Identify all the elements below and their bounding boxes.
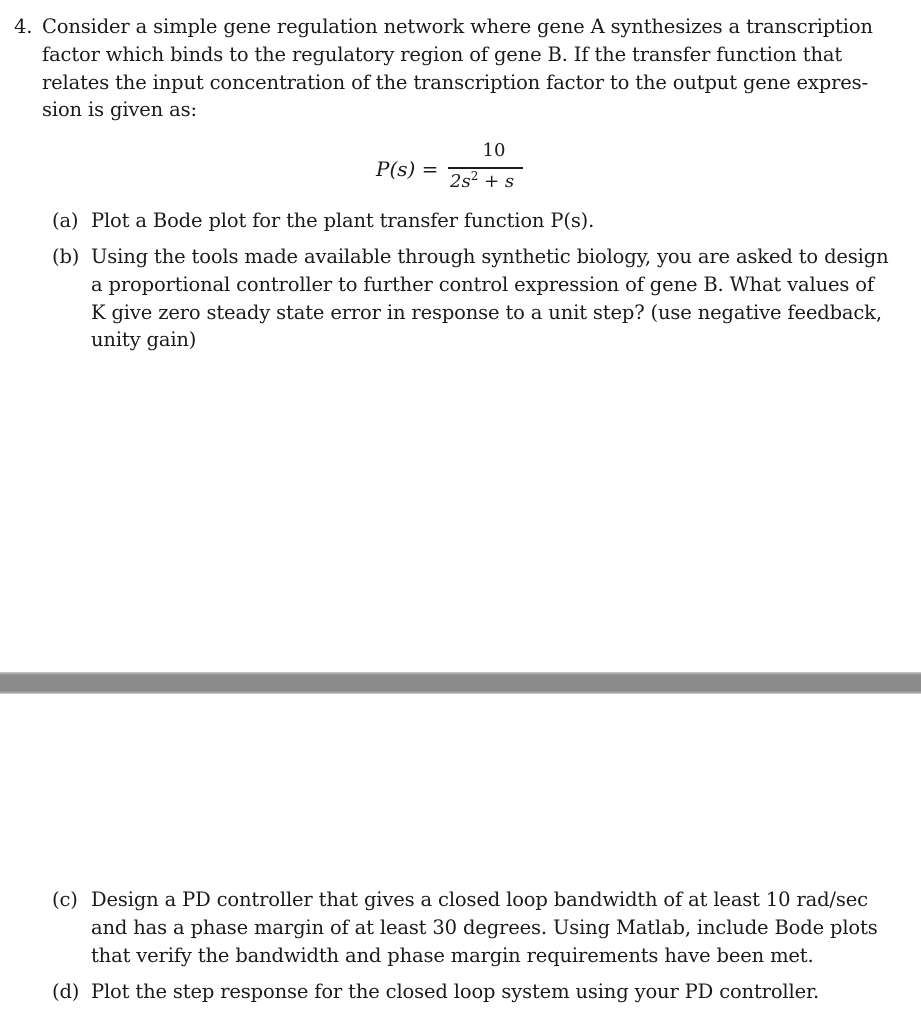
part-a-label: (a) <box>52 209 79 232</box>
part-b-line-4: unity gain) <box>91 328 197 351</box>
page-bottom <box>0 694 921 1024</box>
formula-denominator <box>450 171 514 193</box>
part-b-label: (b) <box>52 245 80 268</box>
part-c-line-3: that verify the bandwidth and phase margin requirements have been met. <box>91 944 814 967</box>
question-number: 4. <box>14 15 33 38</box>
part-d-line-1: Plot the step response for the closed loop system using your PD controller. <box>91 980 820 1003</box>
intro-line-1: Consider a simple gene regulation network where gene A synthesizes a transcription <box>42 15 873 38</box>
page-divider <box>0 672 921 694</box>
denominator-rest: + s <box>478 171 515 192</box>
part-b-line-2: a proportional controller to further control expression of gene B. What values of <box>91 273 874 296</box>
part-b-line-3: K give zero steady state error in response to a unit step? (use negative feedback, <box>91 301 882 324</box>
formula-lhs: P(s) = <box>376 157 439 181</box>
part-a-line-1: Plot a Bode plot for the plant transfer function P(s). <box>91 209 595 232</box>
denominator-exponent: 2 <box>470 169 479 183</box>
part-d-label: (d) <box>52 980 80 1003</box>
part-c-label: (c) <box>52 888 78 911</box>
intro-line-2: factor which binds to the regulatory region of gene B. If the transfer function that <box>42 43 843 66</box>
denominator-base: 2s <box>450 171 471 192</box>
part-b-line-1: Using the tools made available through synthetic biology, you are asked to design <box>91 245 889 268</box>
fraction-bar <box>448 167 523 169</box>
formula-numerator: 10 <box>482 140 506 161</box>
intro-line-4: sion is given as: <box>42 98 197 121</box>
part-c-line-1: Design a PD controller that gives a closed loop bandwidth of at least 10 rad/sec <box>91 888 868 911</box>
part-c-line-2: and has a phase margin of at least 30 degrees. Using Matlab, include Bode plots <box>91 916 878 939</box>
intro-line-3: relates the input concentration of the transcription factor to the output gene expres- <box>42 71 868 94</box>
transfer-function-formula <box>376 140 536 200</box>
